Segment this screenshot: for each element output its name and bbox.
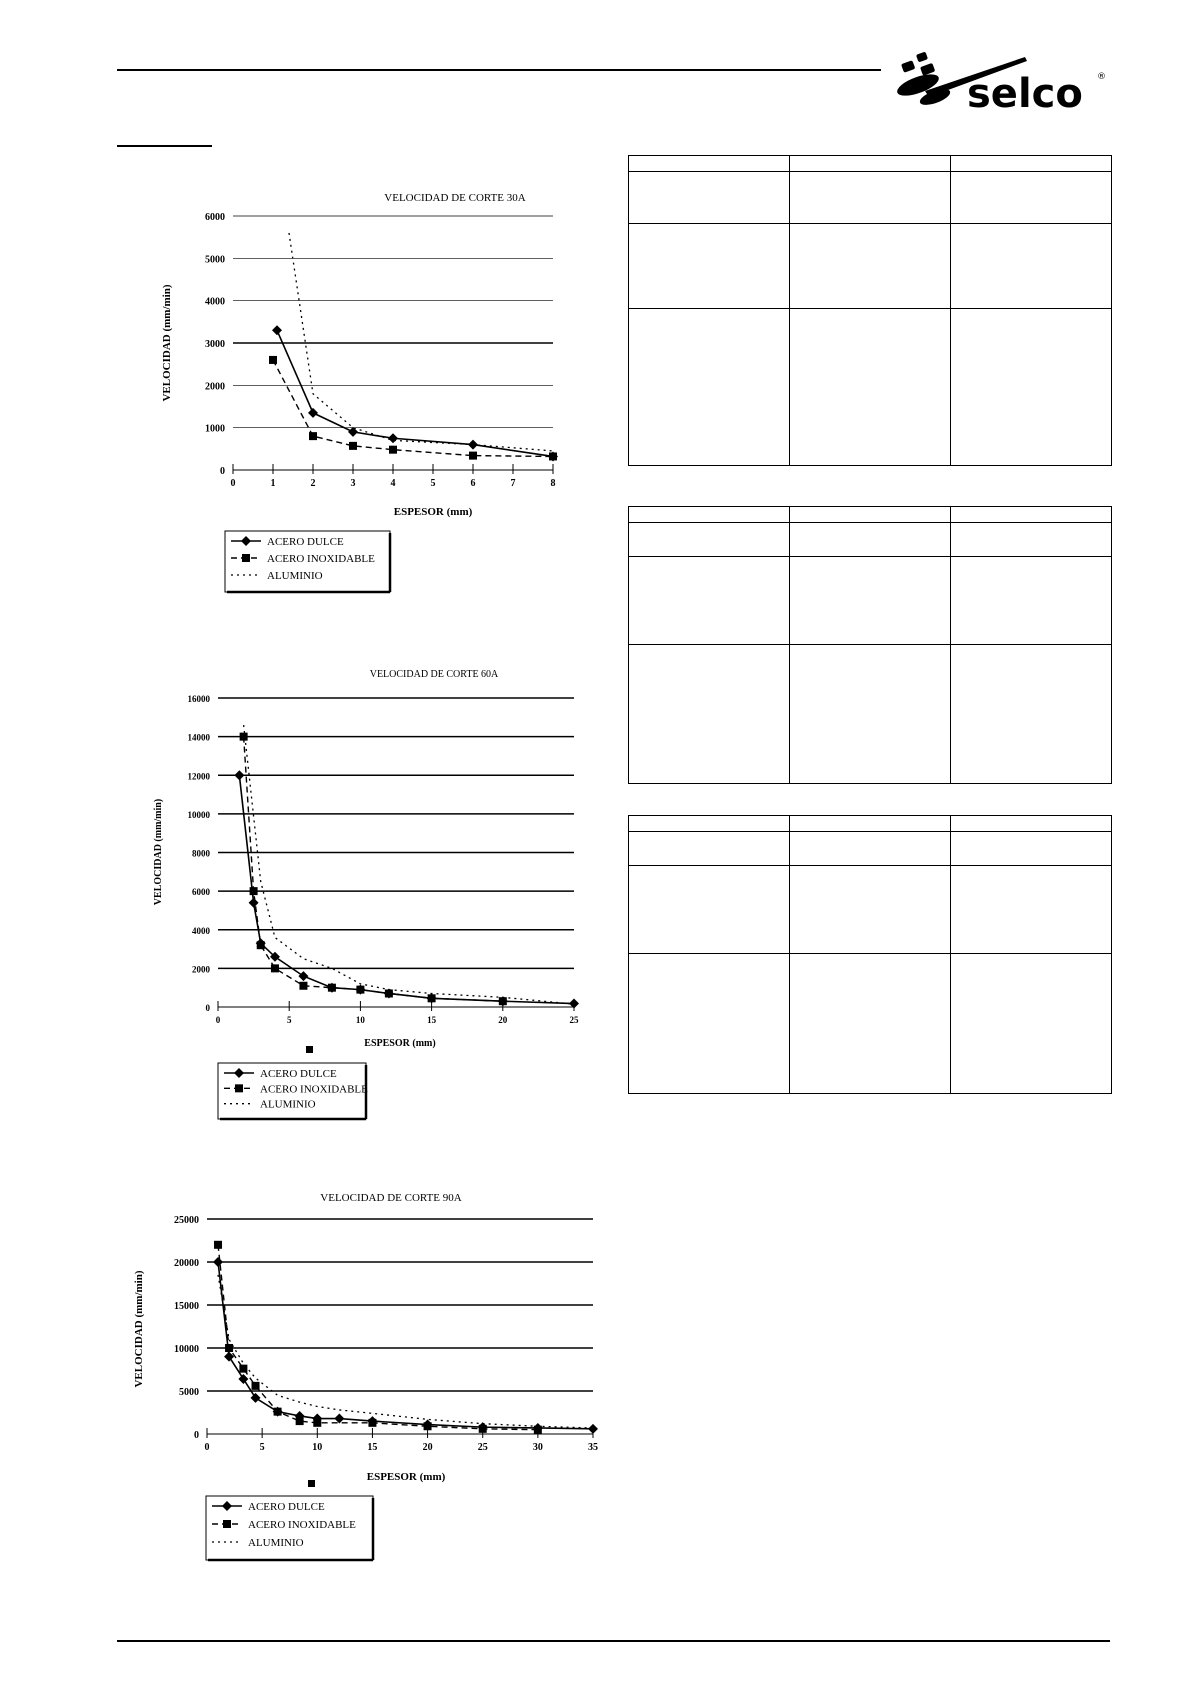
data-point [588,1424,598,1434]
data-point [213,1257,223,1267]
logo-text: selco [967,71,1083,115]
x-tick-label: 15 [367,1442,378,1453]
y-tick-label: 2000 [192,964,210,975]
x-tick-label: 35 [588,1442,598,1453]
series-line-0 [218,1262,593,1429]
y-axis-label: VELOCIDAD (mm/min) [133,1270,145,1388]
legend-label: ACERO DULCE [267,536,344,548]
data-point [250,887,258,895]
legend-label: ALUMINIO [248,1537,304,1549]
table-cell [629,645,790,783]
table-cell [629,523,790,556]
x-tick-label: 0 [204,1442,210,1453]
data-point [385,989,393,997]
legend-label: ALUMINIO [260,1098,316,1111]
x-tick-label: 6 [470,478,476,489]
table-cell [951,866,1111,953]
y-tick-label: 8000 [192,848,210,859]
y-tick-label: 10000 [187,809,210,820]
data-point [249,898,259,908]
x-axis-label: ESPESOR (mm) [393,506,473,518]
table-30a [628,155,1112,466]
table-cell [951,816,1111,831]
y-tick-label: 4000 [205,296,225,308]
x-tick-label: 2 [310,478,316,489]
table-cell [629,172,790,223]
legend-marker [223,1520,231,1528]
y-tick-label: 3000 [205,339,225,350]
chart-title: VELOCIDAD DE CORTE 60A [369,669,499,680]
table-cell [790,866,951,953]
x-tick-label: 5 [259,1442,265,1453]
y-tick-label: 2000 [205,381,225,393]
table-cell [790,156,951,171]
x-tick-label: 0 [230,478,236,489]
y-tick-label: 12000 [187,771,210,782]
y-tick-label: 20000 [174,1258,199,1269]
table-header-row [629,156,1111,172]
series-line-2 [289,233,553,451]
data-point [296,1417,304,1425]
chart-cutting-speed-30a [161,192,558,592]
y-tick-label: 10000 [174,1344,199,1355]
table-cell [951,224,1111,308]
chart-title: VELOCIDAD DE CORTE 90A [320,1192,462,1204]
table-cell [790,523,951,556]
table-row [629,309,1111,465]
x-tick-label: 0 [215,1015,221,1025]
table-row [629,832,1111,866]
table-cell [790,507,951,522]
y-tick-label: 0 [194,1430,199,1441]
table-row [629,523,1111,557]
data-point [356,986,364,994]
table-row [629,954,1111,1093]
table-cell [629,816,790,831]
x-tick-label: 8 [550,478,556,489]
data-point [299,982,307,990]
table-cell [951,832,1111,865]
table-cell [790,557,951,644]
data-point [499,997,507,1005]
y-tick-label: 5000 [179,1387,199,1398]
data-point [269,356,277,364]
x-tick-label: 20 [498,1015,508,1025]
x-tick-label: 15 [427,1015,437,1025]
y-tick-label: 16000 [187,694,210,704]
data-point [428,994,436,1002]
table-row [629,557,1111,645]
legend-label: ACERO DULCE [248,1501,325,1513]
data-point [309,432,317,440]
table-row [629,645,1111,783]
data-point [234,770,244,780]
table-cell [951,507,1111,522]
stray-marker [306,1046,313,1053]
table-cell [629,832,790,865]
data-point [349,442,357,450]
table-cell [951,309,1111,465]
chart-cutting-speed-90a [133,1192,598,1560]
x-tick-label: 7 [510,478,516,489]
x-axis-label: ESPESOR (mm) [364,1038,436,1049]
legend-label: ALUMINIO [267,570,323,582]
x-tick-label: 25 [569,1015,579,1025]
table-cell [951,172,1111,223]
table-90a [628,815,1112,1094]
x-tick-label: 5 [430,478,436,489]
data-point [224,1352,234,1362]
legend-marker [235,1084,243,1092]
data-point [424,1422,432,1430]
table-cell [951,557,1111,644]
chart-title: VELOCIDAD DE CORTE 30A [384,192,526,204]
data-point [274,1408,282,1416]
legend-marker [242,554,250,562]
table-cell [951,645,1111,783]
data-point [389,446,397,454]
table-cell [629,557,790,644]
data-point [252,1382,260,1390]
x-tick-label: 1 [270,478,276,489]
data-point [469,452,477,460]
x-tick-label: 20 [422,1442,433,1453]
data-point [225,1344,233,1352]
y-tick-label: 0 [205,1003,210,1013]
y-tick-label: 0 [220,466,225,477]
y-tick-label: 15000 [174,1301,199,1312]
table-cell [790,816,951,831]
data-point [272,325,282,335]
table-cell [790,954,951,1093]
x-tick-label: 3 [350,478,356,489]
table-cell [790,832,951,865]
data-point [257,941,265,949]
series-line-2 [218,1275,593,1428]
table-cell [951,954,1111,1093]
series-line-0 [239,775,574,1003]
data-point [388,433,398,443]
table-cell [790,224,951,308]
legend-label: ACERO DULCE [260,1068,337,1080]
x-tick-label: 25 [477,1442,488,1453]
y-tick-label: 6000 [205,212,225,223]
x-tick-label: 30 [532,1442,543,1453]
table-60a [628,506,1112,784]
series-line-2 [244,725,574,1004]
chart-cutting-speed-60a [153,669,579,1119]
table-cell [629,954,790,1093]
y-tick-label: 25000 [174,1215,199,1226]
table-cell [629,507,790,522]
table-cell [629,224,790,308]
table-header-row [629,816,1111,832]
data-point [271,964,279,972]
selco-logo [885,45,1110,115]
table-cell [629,309,790,465]
series-line-1 [218,1245,538,1430]
data-point [238,1374,248,1384]
y-tick-label: 14000 [187,732,210,743]
data-point [298,971,308,981]
table-cell [951,523,1111,556]
data-point [368,1419,376,1427]
table-row [629,224,1111,309]
y-axis-label: VELOCIDAD (mm/min) [161,284,173,402]
y-axis-label: VELOCIDAD (mm/min) [153,798,164,906]
legend-label: ACERO INOXIDABLE [248,1519,356,1531]
data-point [214,1241,222,1249]
data-point [328,984,336,992]
legend-label: ACERO INOXIDABLE [267,553,375,565]
x-tick-label: 5 [286,1015,292,1025]
table-row [629,866,1111,954]
data-point [313,1419,321,1427]
table-cell [790,645,951,783]
x-tick-label: 4 [390,478,396,489]
table-cell [790,172,951,223]
table-cell [629,866,790,953]
stray-marker [308,1480,315,1487]
table-cell [790,309,951,465]
data-point [348,427,358,437]
x-tick-label: 10 [312,1442,323,1453]
y-tick-label: 5000 [205,254,225,266]
table-row [629,172,1111,224]
y-tick-label: 1000 [205,423,225,435]
data-point [334,1414,344,1424]
data-point [240,733,248,741]
data-point [308,408,318,418]
data-point [479,1425,487,1433]
registered-mark: ® [1097,72,1106,82]
table-cell [629,156,790,171]
x-axis-label: ESPESOR (mm) [366,1471,446,1483]
y-tick-label: 4000 [192,925,210,936]
table-header-row [629,507,1111,523]
data-point [251,1393,261,1403]
legend-label: ACERO INOXIDABLE [260,1083,368,1096]
y-tick-label: 6000 [192,887,210,898]
table-cell [951,156,1111,171]
data-point [549,452,557,460]
x-tick-label: 10 [355,1015,365,1025]
